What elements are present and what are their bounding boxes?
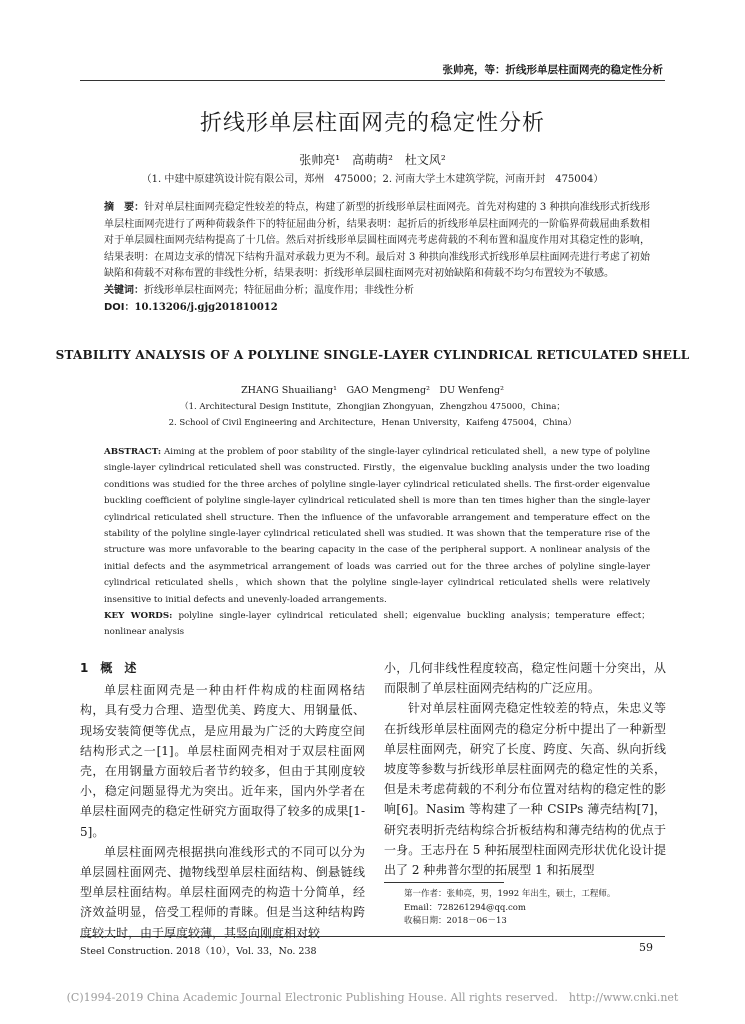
affiliation-en-1: （1. Architectural Design Institute，Zhongjian Zhongyuan，Zhengzhou 475000，China； — [180, 402, 565, 412]
abstract-en-label: ABSTRACT: — [104, 447, 162, 457]
keywords-cn-label: 关键词： — [104, 284, 144, 296]
doi-label: DOI： — [104, 301, 135, 313]
abstract-cn-text: 针对单层柱面网壳稳定性较差的特点，构建了新型的折线形单层柱面网壳。首先对构建的 3 种拱向准线形式折线形单层柱面网壳进行了两种荷载条件下的特征屈曲分析，结果表明：起折后的折线形单层柱面网壳的一阶临界荷载屈曲系数相对于单层圆柱面网壳结构提高了十几倍。然后对折线形单层圆柱面网壳考虑荷载的不利布置和温度作用对其稳定性的影响，结果表明：在周边支承的情况下结构升温对承载力更为不利。最后对 3 种拱向准线形式折线形单层柱面网壳进行考虑了初始缺陷和荷载不对称布置的非线性分析，结果表明：折线形单层圆柱面网壳对初始缺陷和荷载不均匀布置较为不敏感。 — [104, 202, 650, 280]
doi — [104, 300, 650, 317]
keywords-en — [104, 608, 650, 641]
abstract-en-text: Aiming at the problem of poor stability of the single-layer cylindrical reticulated shell，a new type of polyline single-layer cylindrical reticulated shell was constructed. Firstly，the eigenvalue buckling analysis under the two loading conditions was studied for the three arches of polyline single-layer cylindrical reticulated shells. The first-order eigenvalue buckling coefficient of polyline single-layer cylindrical reticulated shell is more than ten times higher than the single-layer cylindrical reticulated shell structure. Then the influence of the unfavorable arrangement and temperature effect on the stability of the polyline single-layer cylindrical reticulated shell was studied. It was shown that the temperature rise of the structure was more unfavorable to the bearing capacity in the case of the peripheral support. A nonlinear analysis of the initial defects and the asymmetrical arrangement of loads was carried out for the three arches of polyline single-layer cylindrical reticulated shells，which shown that the polyline single-layer cylindrical reticulated shells were relatively insensitive to initial defects and unevenly-loaded arrangements. — [104, 447, 650, 605]
journal-info: Steel Construction. 2018（10），Vol. 33，No. 238 — [80, 946, 317, 957]
footnote-email: Email：728261294@qq.com — [404, 902, 526, 913]
keywords-en-text: polyline single-layer cylindrical reticulated shell；eigenvalue buckling analysis；temperature effect；nonlinear analysis — [104, 611, 650, 638]
section-heading: 1 概 述 — [80, 661, 137, 675]
abstract-en — [104, 444, 650, 641]
paper-title-en: STABILITY ANALYSIS OF A POLYLINE SINGLE-LAYER CYLINDRICAL RETICULATED SHELL — [55, 348, 690, 362]
authors-en: ZHANG Shuailiang¹ GAO Mengmeng² DU Wenfeng² — [241, 385, 504, 396]
affiliation-en-2: 2. School of Civil Engineering and Architecture，Henan University，Kaifeng 475004，China） — [168, 418, 577, 428]
abstract-cn — [104, 200, 650, 316]
body-column-right — [384, 658, 666, 880]
keywords-cn-text: 折线形单层柱面网壳；特征屈曲分析；温度作用；非线性分析 — [144, 284, 414, 296]
footnote-author: 第一作者：张帅亮，男，1992 年出生，硕士，工程师。 — [404, 889, 616, 899]
doi-value: 10.13206/j.gjg201810012 — [134, 301, 278, 313]
footer-rule — [80, 936, 665, 937]
paper-title-cn: 折线形单层柱面网壳的稳定性分析 — [199, 111, 545, 136]
paragraph: 单层柱面网壳根据拱向准线形式的不同可以分为单层圆柱面网壳、抛物线型单层柱面结构、倒悬链线型单层柱面结构。单层柱面网壳的构造十分简单，经济效益明显，倍受工程师的青睐。但是当这种结构跨度较大时，由于厚度较薄，其竖向刚度相对较 — [80, 844, 365, 940]
abstract-cn-label: 摘 要： — [104, 202, 145, 213]
footnote — [404, 888, 666, 929]
paragraph: 单层柱面网壳是一种由杆件构成的柱面网格结构，具有受力合理、造型优美、跨度大、用钢量低、现场安装简便等优点，是应用最为广泛的大跨度空间结构形式之一[1]。单层柱面网壳相对于双层柱面网壳，在用钢量方面较后者节约较多，但由于其刚度较小，稳定问题显得尤为突出。近年来，国内外学者在单层柱面网壳的稳定性研究方面取得了较多的成果[1-5]。 — [80, 683, 365, 839]
header-rule — [80, 80, 665, 81]
footnote-rule — [384, 882, 504, 883]
affiliation-cn: （1. 中建中原建筑设计院有限公司，郑州 475000；2. 河南大学土木建筑学院，河南开封 475004） — [141, 174, 604, 185]
copyright-notice: (C)1994-2019 China Academic Journal Electronic Publishing House. All rights reserved. http://www.cnki.net — [66, 991, 679, 1004]
body-column-left — [80, 658, 365, 943]
keywords-cn — [104, 283, 650, 300]
authors-cn: 张帅亮¹ 高萌萌² 杜文风² — [299, 153, 446, 167]
paragraph: 针对单层柱面网壳稳定性较差的特点，朱忠义等在折线形单层柱面网壳的稳定分析中提出了一种新型单层柱面网壳，研究了长度、跨度、矢高、纵向折线坡度等参数与折线形单层柱面网壳的稳定性的关系，但是未考虑荷载的不利分布位置对结构的稳定性的影响[6]。Nasim 等构建了一种 CSIPs 薄壳结构[7]，研究表明折壳结构综合折板结构和薄壳结构的优点于一身。王志丹在 5 种拓展型柱面网壳形状优化设计提出了 2 种弗普尔型的拓展型 1 和拓展型 — [384, 701, 666, 878]
keywords-en-label: KEY WORDS: — [104, 611, 173, 622]
paragraph: 小，几何非线性程度较高，稳定性问题十分突出，从而限制了单层柱面网壳结构的广泛应用。 — [384, 661, 666, 696]
page-number: 59 — [639, 941, 653, 954]
footnote-received: 收稿日期：2018－06－13 — [404, 916, 507, 926]
running-head: 张帅亮，等：折线形单层柱面网壳的稳定性分析 — [442, 64, 663, 76]
